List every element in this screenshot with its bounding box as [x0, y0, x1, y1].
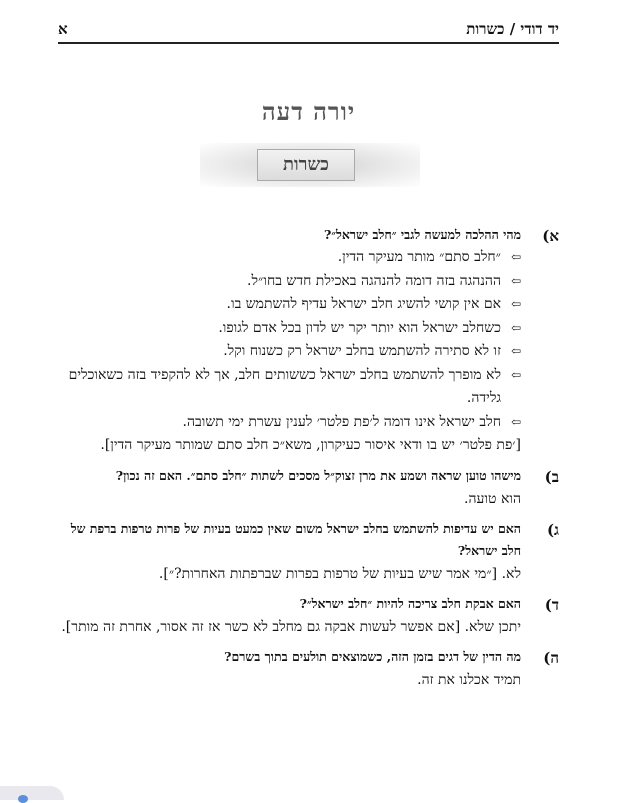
page-number: א — [58, 20, 68, 38]
arrow-icon: ⇦ — [510, 273, 521, 288]
list-item: ⇦ ההנהגה בזה דומה להנהגה באכילת חדש בחו״ל. — [58, 270, 521, 294]
question: האם אבקת חלב צריכה להיות ״חלב ישראל״? — [299, 595, 521, 611]
arrow-icon: ⇦ — [510, 250, 521, 264]
question: מהי ההלכה למעשה לגבי ״חלב ישראל״? — [323, 227, 521, 242]
list-item: ⇦ לא מופרך להשתמש בחלב ישראל כששותים חלב, אך לא להקפיד בזה כשאוכלים גלידה. — [58, 364, 521, 411]
item-marker: א) — [542, 227, 559, 245]
arrow-icon: ⇦ — [510, 297, 521, 311]
arrow-icon: ⇦ — [510, 320, 521, 335]
list-item: ⇦ זו לא סתירה להשתמש בחלב ישראל רק כשנוח וקל. — [58, 340, 521, 364]
answer-list — [58, 246, 521, 434]
item-marker: ד) — [544, 595, 559, 614]
answer: יתכן שלא. [אם אפשר לעשות אבקה גם מחלב לא כשר אז זה אסור, אחרת זה מותר]. — [61, 618, 521, 635]
qa-item — [58, 518, 559, 586]
item-marker: ב) — [544, 467, 559, 486]
arrow-icon: ⇦ — [510, 414, 521, 429]
item-marker: ג) — [546, 520, 559, 539]
arrow-icon: ⇦ — [510, 344, 521, 358]
answer: תמיד אכלנו את זה. — [417, 671, 521, 688]
question: מה הדין של דגים בזמן הזה, כשמוצאים תולעים בתוך בשרם? — [224, 648, 521, 664]
banner-label: כשרות — [257, 149, 355, 181]
list-item: ⇦ ״חלב סתם״ מותר מעיקר הדין. — [58, 246, 521, 270]
question: האם יש עדיפות להשתמש בחלב ישראל משום שאין כמעט בעיות של פרות טרפות ברפת של חלב ישראל? — [70, 520, 521, 558]
qa-item — [58, 224, 559, 458]
answer: לא. [״מי אמר שיש בעיות של טרפות בפרות שברפתות האחרות?״]. — [158, 565, 521, 582]
answer: הוא טועה. — [464, 490, 521, 507]
list-item: ⇦ חלב ישראל אינו דומה ל׳פת פלטר׳ לענין עשרת ימי תשובה. — [58, 411, 521, 435]
qa-item — [58, 593, 559, 639]
item-marker: ה) — [543, 648, 559, 667]
widget-dot-icon — [18, 795, 28, 803]
running-header — [58, 18, 559, 44]
qa-item — [58, 465, 559, 511]
running-title: יד דודי / כשרות — [466, 20, 559, 38]
bracket-note: [׳פת פלטר׳ יש בו ודאי איסור כעיקרון, משא״כ חלב סתם שמותר מעיקר הדין]. — [100, 437, 521, 453]
question: מישהו טוען שראה ושמע את מרן זצוק״ל מסכים לשתות ״חלב סתם״. האם זה נכון? — [115, 467, 521, 483]
qa-content — [58, 224, 559, 699]
list-item: ⇦ אם אין קושי להשיג חלב ישראל עדיף להשתמש בו. — [58, 293, 521, 317]
arrow-icon: ⇦ — [510, 367, 521, 382]
qa-item — [58, 646, 559, 692]
floating-widget[interactable] — [0, 786, 64, 800]
list-item: ⇦ כשחלב ישראל הוא יותר יקר יש לדון בכל אדם לגופו. — [58, 317, 521, 341]
section-title: יורה דעה — [261, 97, 356, 126]
